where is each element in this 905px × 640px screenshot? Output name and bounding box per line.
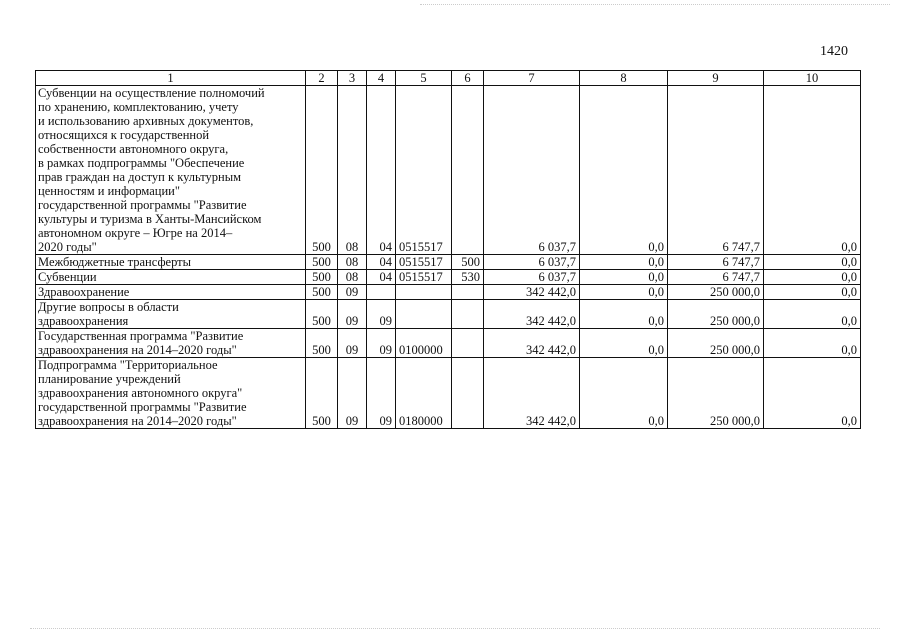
cell-col-6	[452, 86, 484, 255]
table-row	[36, 329, 861, 358]
row-name-line: здравоохранения автономного округа"	[38, 386, 243, 400]
cell-col-6	[452, 329, 484, 358]
row-name-cell	[36, 300, 306, 329]
row-name-cell	[36, 86, 306, 255]
cell-col-10: 0,0	[764, 329, 861, 358]
header-cell: 2	[306, 71, 338, 86]
header-cell: 8	[580, 71, 668, 86]
row-name-line: культуры и туризма в Ханты-Мансийском	[38, 212, 262, 226]
cell-col-7: 342 442,0	[484, 285, 580, 300]
row-name-line: Межбюджетные трансферты	[38, 255, 192, 269]
cell-col-7: 6 037,7	[484, 86, 580, 255]
header-cell: 4	[367, 71, 396, 86]
row-name-line: прав граждан на доступ к культурным	[38, 170, 242, 184]
row-name-line: 2020 годы"	[38, 240, 97, 254]
cell-col-6	[452, 358, 484, 429]
cell-col-5: 0100000	[396, 329, 452, 358]
scan-artifact-top	[420, 4, 890, 6]
cell-col-10: 0,0	[764, 300, 861, 329]
cell-col-10: 0,0	[764, 358, 861, 429]
row-name-line: по хранению, комплектованию, учету	[38, 100, 239, 114]
table-row	[36, 300, 861, 329]
cell-col-9: 6 747,7	[668, 270, 764, 285]
row-name-cell	[36, 255, 306, 270]
cell-col-9: 6 747,7	[668, 255, 764, 270]
cell-col-10: 0,0	[764, 255, 861, 270]
cell-col-3: 09	[338, 285, 367, 300]
cell-col-9: 6 747,7	[668, 86, 764, 255]
cell-col-5: 0180000	[396, 358, 452, 429]
cell-col-9: 250 000,0	[668, 358, 764, 429]
cell-col-7: 6 037,7	[484, 255, 580, 270]
budget-table	[35, 70, 861, 429]
cell-col-3: 08	[338, 270, 367, 285]
header-cell: 9	[668, 71, 764, 86]
cell-col-5: 0515517	[396, 86, 452, 255]
row-name-line: Субвенции	[38, 270, 97, 284]
row-name-line: ценностям и информации"	[38, 184, 180, 198]
cell-col-4: 09	[367, 329, 396, 358]
header-cell: 6	[452, 71, 484, 86]
row-name-cell	[36, 358, 306, 429]
cell-col-9: 250 000,0	[668, 329, 764, 358]
cell-col-2: 500	[306, 270, 338, 285]
table-row	[36, 285, 861, 300]
cell-col-2: 500	[306, 358, 338, 429]
table-row	[36, 86, 861, 255]
row-name-line: Субвенции на осуществление полномочий	[38, 86, 265, 100]
page-number: 1420	[820, 44, 848, 59]
cell-col-4: 09	[367, 300, 396, 329]
row-name-line: относящихся к государственной	[38, 128, 210, 142]
table-row	[36, 358, 861, 429]
cell-col-2: 500	[306, 300, 338, 329]
header-cell: 1	[36, 71, 306, 86]
row-name-line: и использованию архивных документов,	[38, 114, 254, 128]
header-cell: 5	[396, 71, 452, 86]
cell-col-4: 04	[367, 270, 396, 285]
row-name-line: Здравоохранение	[38, 285, 130, 299]
cell-col-10: 0,0	[764, 270, 861, 285]
cell-col-8: 0,0	[580, 86, 668, 255]
cell-col-7: 342 442,0	[484, 358, 580, 429]
table-row	[36, 270, 861, 285]
cell-col-6	[452, 300, 484, 329]
row-name-line: здравоохранения	[38, 314, 129, 328]
cell-col-10: 0,0	[764, 86, 861, 255]
cell-col-8: 0,0	[580, 255, 668, 270]
header-cell: 7	[484, 71, 580, 86]
cell-col-3: 09	[338, 329, 367, 358]
cell-col-7: 342 442,0	[484, 300, 580, 329]
cell-col-8: 0,0	[580, 285, 668, 300]
cell-col-2: 500	[306, 86, 338, 255]
cell-col-4: 04	[367, 255, 396, 270]
table-row	[36, 255, 861, 270]
cell-col-2: 500	[306, 329, 338, 358]
row-name-line: государственной программы "Развитие	[38, 198, 247, 212]
row-name-line: государственной программы "Развитие	[38, 400, 247, 414]
cell-col-5	[396, 285, 452, 300]
row-name-line: здравоохранения на 2014–2020 годы"	[38, 343, 237, 357]
cell-col-8: 0,0	[580, 300, 668, 329]
cell-col-3: 09	[338, 300, 367, 329]
header-row	[36, 71, 861, 86]
cell-col-4: 04	[367, 86, 396, 255]
header-cell: 10	[764, 71, 861, 86]
cell-col-8: 0,0	[580, 329, 668, 358]
cell-col-6: 500	[452, 255, 484, 270]
cell-col-8: 0,0	[580, 270, 668, 285]
row-name-cell	[36, 270, 306, 285]
cell-col-5: 0515517	[396, 255, 452, 270]
row-name-line: здравоохранения на 2014–2020 годы"	[38, 414, 237, 428]
row-name-line: Другие вопросы в области	[38, 300, 179, 314]
cell-col-6: 530	[452, 270, 484, 285]
row-name-line: Государственная программа "Развитие	[38, 329, 244, 343]
cell-col-4	[367, 285, 396, 300]
cell-col-6	[452, 285, 484, 300]
cell-col-9: 250 000,0	[668, 285, 764, 300]
cell-col-7: 342 442,0	[484, 329, 580, 358]
cell-col-5	[396, 300, 452, 329]
cell-col-7: 6 037,7	[484, 270, 580, 285]
row-name-cell	[36, 329, 306, 358]
cell-col-3: 08	[338, 86, 367, 255]
cell-col-10: 0,0	[764, 285, 861, 300]
row-name-line: в рамках подпрограммы "Обеспечение	[38, 156, 245, 170]
scan-artifact-bottom	[30, 628, 880, 630]
row-name-line: Подпрограмма "Территориальное	[38, 358, 218, 372]
cell-col-2: 500	[306, 255, 338, 270]
row-name-line: автономном округе – Югре на 2014–	[38, 226, 233, 240]
cell-col-3: 09	[338, 358, 367, 429]
cell-col-2: 500	[306, 285, 338, 300]
cell-col-3: 08	[338, 255, 367, 270]
row-name-line: собственности автономного округа,	[38, 142, 229, 156]
cell-col-5: 0515517	[396, 270, 452, 285]
row-name-cell	[36, 285, 306, 300]
row-name-line: планирование учреждений	[38, 372, 181, 386]
cell-col-8: 0,0	[580, 358, 668, 429]
cell-col-4: 09	[367, 358, 396, 429]
cell-col-9: 250 000,0	[668, 300, 764, 329]
header-cell: 3	[338, 71, 367, 86]
